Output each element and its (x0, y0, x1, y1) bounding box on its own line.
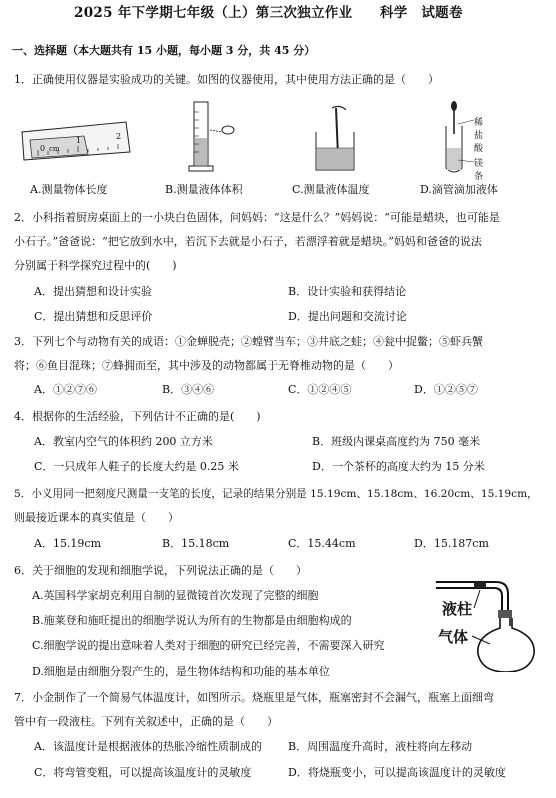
q7-option-d[interactable]: D．将烧瓶变小，可以提高该温度计的灵敏度 (288, 766, 506, 779)
ribbon-label: 镁条 (474, 159, 484, 182)
q6-option-b[interactable]: B.施莱登和施旺提出的细胞学说认为所有的生物都是由细胞构成的 (32, 614, 352, 627)
acid-label: 稀盐酸 (474, 118, 484, 154)
q7-option-c[interactable]: C．将弯管变粗，可以提高该温度计的灵敏度 (34, 766, 252, 779)
q2-option-c[interactable]: C．提出猜想和反思评价 (34, 310, 153, 323)
q5-option-b[interactable]: B．15.18cm (162, 537, 230, 550)
q4-option-c[interactable]: C．一只成年人鞋子的长度大约是 0.25 米 (34, 460, 239, 473)
q3-option-c[interactable]: C．①②④⑤ (288, 383, 352, 396)
q1-option-c[interactable]: C.测量液体温度 (292, 183, 370, 196)
q7-option-a[interactable]: A．该温度计是根据液体的热胀冷缩性质制成的 (34, 740, 262, 753)
q2-option-b[interactable]: B．设计实验和获得结论 (288, 285, 407, 298)
liquid-column-label: 液柱 (442, 600, 473, 618)
thermometer-figure (310, 104, 360, 176)
ruler-figure (18, 112, 136, 172)
q5-stem-line-2: 则最接近课本的真实值是（ ） (14, 511, 179, 524)
q3-option-d[interactable]: D．①②⑤⑦ (414, 383, 478, 396)
ruler-2-label: 2 (116, 132, 122, 141)
q2-stem-line-3: 分别属于科学探究过程中的( ) (14, 259, 177, 272)
q6-stem: 6．关于细胞的发现和细胞学说，下列说法正确的是（ ） (14, 564, 307, 577)
q5-option-c[interactable]: C．15.44cm (288, 537, 356, 550)
q2-stem-line-2: 小石子。”爸爸说：“把它放到水中，若沉下去就是小石子，若漂浮着就是蜡块。”妈妈和爸爸的说法 (14, 235, 482, 248)
gas-thermometer-figure (434, 568, 548, 672)
q3-option-a[interactable]: A．①②⑦⑥ (34, 383, 97, 396)
gas-label: 气体 (438, 628, 469, 646)
q1-option-d[interactable]: D.滴管滴加液体 (420, 183, 498, 196)
page-title: 2025 年下学期七年级（上）第三次独立作业 科学 试题卷 (74, 5, 463, 21)
ruler-zero-label: 0 (40, 144, 46, 153)
ruler-unit-label: cm (49, 145, 60, 153)
q1-option-b[interactable]: B.测量液体体积 (165, 183, 243, 196)
q6-option-a[interactable]: A.英国科学家胡克利用自制的显微镜首次发现了完整的细胞 (32, 589, 319, 602)
q7-stem-line-2: 管中有一段液柱。下列有关叙述中，正确的是（ ） (14, 715, 278, 728)
q1-option-a[interactable]: A.测量物体长度 (30, 183, 108, 196)
q5-stem-line-1: 5．小义用同一把刻度尺测量一支笔的长度，记录的结果分别是 15.19cm、15.18cm、16.20cm、15.19cm， (14, 488, 538, 500)
q4-option-d[interactable]: D．一个茶杯的高度大约为 15 分米 (312, 460, 485, 473)
q2-option-a[interactable]: A．提出猜想和设计实验 (34, 285, 152, 298)
q3-stem-line-1: 3．下列七个与动物有关的成语：①金蝉脱壳；②螳臂当车；③井底之蛙；④瓮中捉鳖；⑤虾兵蟹 (14, 335, 483, 348)
cylinder-figure (188, 100, 248, 176)
q5-option-d[interactable]: D．15.187cm (414, 537, 489, 550)
q5-option-a[interactable]: A．15.19cm (34, 537, 102, 550)
dropper-figure (424, 98, 484, 182)
q4-option-a[interactable]: A．教室内空气的体积约 200 立方米 (34, 435, 213, 448)
q3-stem-line-2: 将；⑥鱼目混珠；⑦蜂拥而至，其中涉及的动物都属于无脊椎动物的是（ ） (14, 359, 399, 372)
q4-option-b[interactable]: B．班级内课桌高度约为 750 毫米 (312, 435, 481, 448)
q6-option-d[interactable]: D.细胞是由细胞分裂产生的，是生物体结构和功能的基本单位 (32, 665, 330, 678)
q7-stem-line-1: 7．小金制作了一个简易气体温度计，如图所示。烧瓶里是气体，瓶塞密封不会漏气，瓶塞上面细弯 (14, 691, 494, 704)
q2-stem-line-1: 2．小科指着厨房桌面上的一小块白色固体，问妈妈：“这是什么？”妈妈说：“可能是蜡块，也可能是 (14, 211, 500, 224)
q6-option-c[interactable]: C.细胞学说的提出意味着人类对于细胞的研究已经完善，不需要深入研究 (32, 639, 385, 652)
q4-stem: 4．根据你的生活经验，下列估计不正确的是( ) (14, 410, 261, 423)
q7-option-b[interactable]: B．周围温度升高时，液柱将向左移动 (288, 740, 473, 753)
q1-stem: 1．正确使用仪器是实验成功的关键。如图的仪器使用，其中使用方法正确的是（ ） (14, 73, 439, 86)
section-heading: 一、选择题（本大题共有 15 小题，每小题 3 分，共 45 分） (12, 44, 316, 57)
ruler-1-label: 1 (76, 136, 82, 145)
q2-option-d[interactable]: D．提出问题和交流讨论 (288, 310, 407, 323)
q3-option-b[interactable]: B．③④⑥ (162, 383, 215, 396)
